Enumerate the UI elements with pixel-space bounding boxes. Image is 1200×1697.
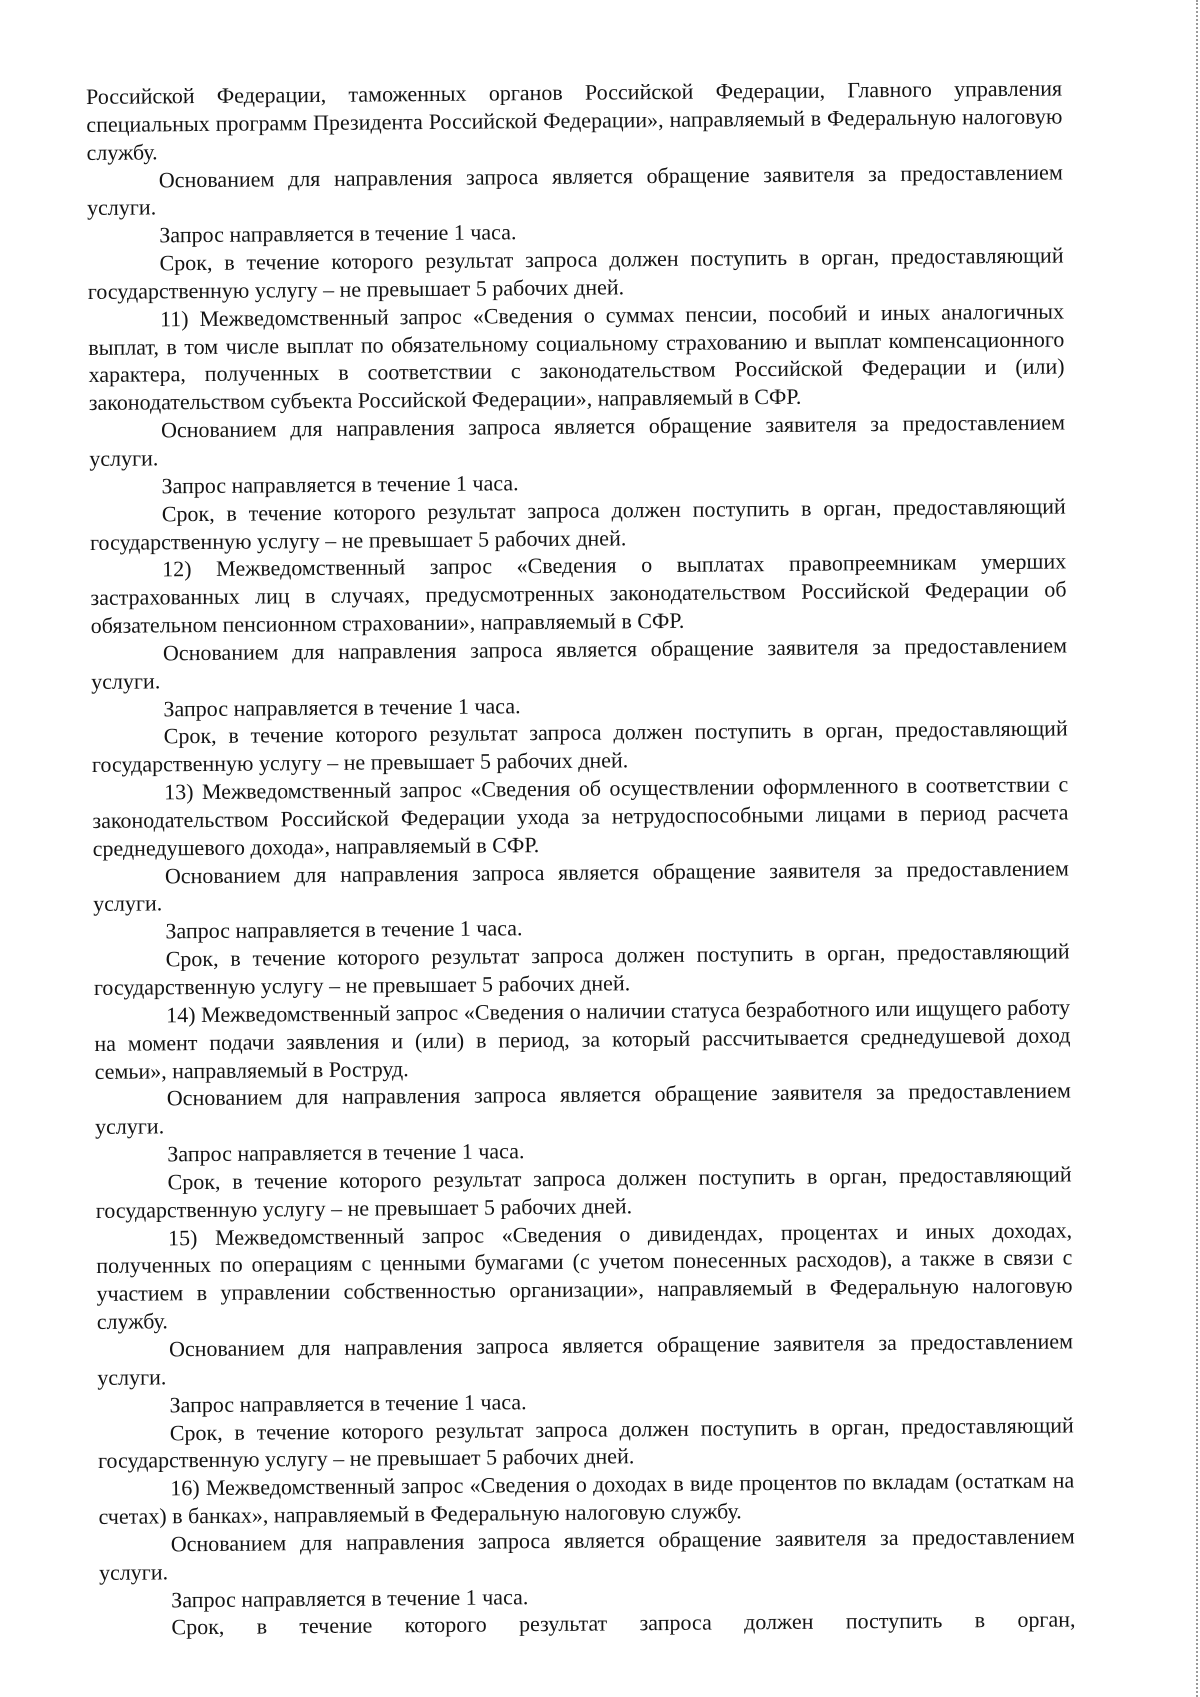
paragraph: Запрос направляется в течение 1 часа. (171, 1583, 529, 1612)
paragraph: Срок, в течение которого результат запроса должен поступить в орган, предоставляющий государственную услугу – не превышает 5 рабочих дней. (93, 938, 1070, 1000)
paragraph: Срок, в течение которого результат запроса должен поступить в орган, предоставляющий государственную услугу – не превышает 5 рабочих дней. (91, 715, 1068, 778)
paragraph: Запрос направляется в течение 1 часа. (163, 692, 521, 721)
paragraph: 13) Межведомственный запрос «Сведения об осуществлении оформленного в соответствии с законодательством Российской Федерации ухода за нетрудоспособными лицами в период расчета среднедушевого дохода», направляемый в СФР. (92, 771, 1069, 861)
paragraph: Основанием для направления запроса является обращение заявителя за предоставлением услуги. (97, 1328, 1074, 1390)
paragraph: 16) Межведомственный запрос «Сведения о доходах в виде процентов по вкладам (остаткам на счетах) в банках», направляемый в Федеральную налоговую службу. (98, 1467, 1075, 1529)
paragraph: 12) Межведомственный запрос «Сведения о выплатах правопреемникам умерших застрахованных лиц в случаях, предусмотренных законодательством Российской Федерации об обязательном пенсионном страховании», направляемый в СФР. (90, 548, 1067, 639)
paragraph: Срок, в течение которого результат запроса должен поступить в орган, предоставляющий государственную услугу – не превышает 5 рабочих дней. (89, 493, 1066, 555)
paragraph: Основанием для направления запроса является обращение заявителя за предоставлением услуги. (93, 855, 1069, 917)
paragraph: 14) Межведомственный запрос «Сведения о наличии статуса безработного или ищущего работу на момент подачи заявления и (или) в период, за который рассчитывается среднедушевой доход семьи», направляемый в Роструд. (94, 994, 1071, 1084)
paragraph: Основанием для направления запроса является обращение заявителя за предоставлением услуги. (86, 159, 1063, 221)
paragraph: Срок, в течение которого результат запроса должен поступить в орган, (171, 1606, 1076, 1640)
paragraph: Запрос направляется в течение 1 часа. (165, 915, 523, 944)
paragraph: Срок, в течение которого результат запроса должен поступить в орган, предоставляющий государственную услугу – не превышает 5 рабочих дней. (97, 1411, 1074, 1474)
paragraph: Срок, в течение которого результат запроса должен поступить в орган, предоставляющий государственную услугу – не превышает 5 рабочих дней. (95, 1161, 1072, 1223)
scan-edge-dots (1196, 0, 1200, 1697)
paragraph: Запрос направляется в течение 1 часа. (161, 470, 519, 499)
paragraph: Российской Федерации, таможенных органов Российской Федерации, Главного управления специальных программ Президента Российской Федерации», направляемый в Федеральную налоговую службу. (86, 75, 1063, 165)
document-page (86, 74, 1076, 1642)
paragraph: Запрос направляется в течение 1 часа. (159, 219, 517, 248)
paragraph: Основанием для направления запроса является обращение заявителя за предоставлением услуги. (98, 1523, 1075, 1585)
paragraph: Основанием для направления запроса является обращение заявителя за предоставлением услуги. (89, 409, 1066, 471)
paragraph: 15) Межведомственный запрос «Сведения о дивидендах, процентах и иных доходах, полученных по операциям с ценными бумагами (с учетом понесенных расходов), а также в связи с участием в управлении собственностью организации», направляемый в Федеральную налоговую службу. (96, 1217, 1073, 1335)
paragraph: 11) Межведомственный запрос «Сведения о суммах пенсии, пособий и иных аналогичных выплат, в том числе выплат по обязательному социальному страхованию и выплат компенсационного характера, полученных в соответствии с законодательством Российской Федерации и (или) законодательством субъекта Российской Федерации», направляемый в СФР. (88, 298, 1065, 416)
paragraph: Основанием для направления запроса является обращение заявителя за предоставлением услуги. (91, 632, 1068, 694)
paragraph: Запрос направляется в течение 1 часа. (169, 1388, 527, 1417)
paragraph: Основанием для направления запроса является обращение заявителя за предоставлением услуги. (94, 1077, 1071, 1140)
paragraph: Срок, в течение которого результат запроса должен поступить в орган, предоставляющий государственную услугу – не превышает 5 рабочих дней. (87, 242, 1064, 304)
paragraph: Запрос направляется в течение 1 часа. (167, 1138, 525, 1167)
